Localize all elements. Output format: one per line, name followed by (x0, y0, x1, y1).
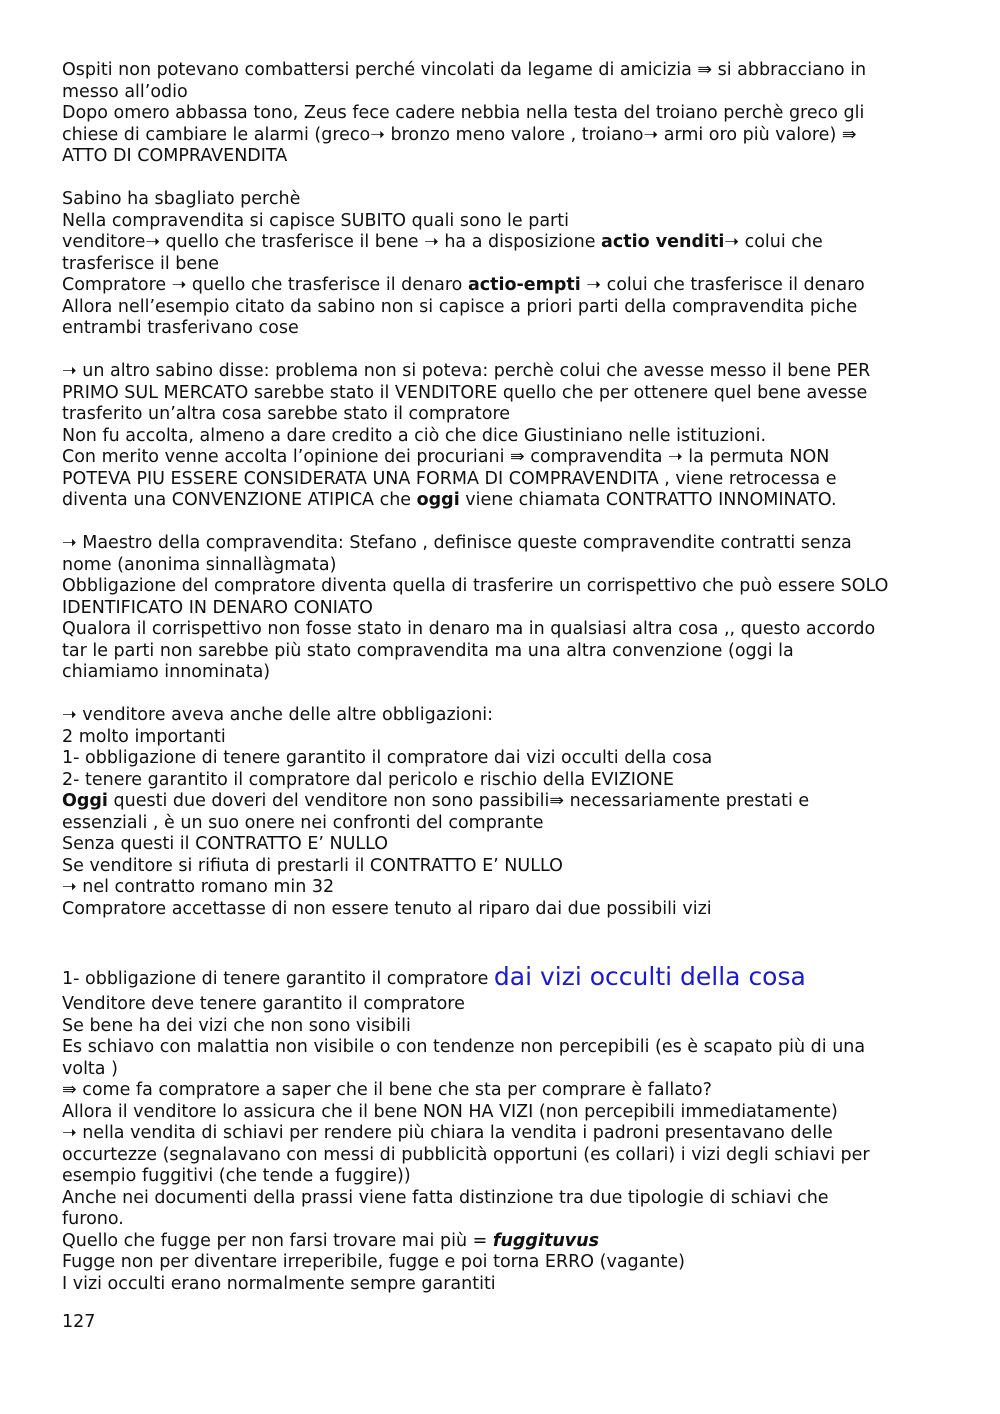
text-line: IDENTIFICATO IN DENARO CONIATO (62, 597, 373, 618)
text-line (62, 791, 942, 813)
text-line: Se venditore si rifiuta di prestarli il CONTRATTO E’ NULLO (62, 855, 563, 876)
text-line: Allora nell’esempio citato da sabino non si capisce a priori parti della compravendita piche (62, 296, 858, 317)
text-line (62, 275, 942, 297)
paragraph-obbligazioni (62, 705, 942, 920)
text-run: venditore➝ quello che trasferisce il bene ➝ ha a disposizione (62, 232, 602, 252)
text-line: chiamiamo innominata) (62, 662, 271, 682)
text-line: entrambi trasferivano cose (62, 318, 299, 338)
text-run: ➝ colui che trasferisce il denaro (580, 275, 865, 295)
term-actio-venditi: actio venditi (601, 232, 725, 252)
text-line: PRIMO SUL MERCATO sarebbe stato il VENDITORE quello che per ottenere quel bene avesse (62, 382, 868, 403)
text-line: nome (anonima sinnallàgmata) (62, 554, 337, 575)
text-line: ➝ venditore aveva anche delle altre obbligazioni: (62, 705, 494, 725)
paragraph-homer (62, 60, 942, 168)
text-line: esempio fuggitivi (che tende a fuggire)) (62, 1166, 411, 1186)
text-line: Obbligazione del compratore diventa quella di trasferire un corrispettivo che può essere SOLO (62, 576, 889, 596)
text-run: Quello che fugge per non farsi trovare mai più = (62, 1230, 493, 1251)
text-line: ⇛ come fa compratore a saper che il bene che sta per comprare è fallato? (62, 1080, 712, 1100)
text-line: Venditore deve tenere garantito il compratore (62, 994, 465, 1014)
text-line: Es schiavo con malattia non visibile o con tendenze non percepibili (es è scapato più di una (62, 1037, 866, 1057)
text-line: essenziali , è un suo onere nei confronti del comprante (62, 812, 544, 833)
text-line (62, 1231, 942, 1253)
text-line: chiese di cambiare le alarmi (greco➝ bronzo meno valore , troiano➝ armi oro più valore) ⇛ (62, 124, 857, 145)
paragraph-stefano (62, 533, 942, 684)
text-line: tar le parti non sarebbe più stato compravendita ma una altra convenzione (oggi la (62, 640, 794, 661)
term-actio-empti: actio-empti (467, 275, 581, 295)
text-line: trasferisce il bene (62, 253, 219, 274)
heading-highlight: dai vizi occulti della cosa (493, 962, 806, 991)
text-line: Sabino ha sbagliato perchè (62, 189, 301, 209)
term-fuggituvus: fuggituvus (492, 1230, 600, 1251)
text-line (62, 490, 942, 512)
text-line: Compratore accettasse di non essere tenuto al riparo dai due possibili vizi (62, 898, 712, 919)
text-line: ➝ Maestro della compravendita: Stefano , definisce queste compravendite contratti senza (62, 533, 852, 553)
text-line: Fugge non per diventare irreperibile, fugge e poi torna ERRO (vagante) (62, 1252, 685, 1272)
heading-text: 1- obbligazione di tenere garantito il compratore (62, 969, 494, 989)
text-line: 2 molto importanti (62, 726, 226, 747)
text-line: Dopo omero abbassa tono, Zeus fece cadere nebbia nella testa del troiano perchè greco gli (62, 103, 865, 123)
text-line: POTEVA PIU ESSERE CONSIDERATA UNA FORMA DI COMPRAVENDITA , viene retrocessa e (62, 468, 837, 489)
text-line: ➝ un altro sabino disse: problema non si poteva: perchè colui che avesse messo il bene PER (62, 361, 871, 381)
text-line: I vizi occulti erano normalmente sempre garantiti (62, 1273, 496, 1294)
text-run: questi due doveri del venditore non sono passibili⇛ necessariamente prestati e (107, 791, 810, 811)
page-number: 127 (62, 1312, 96, 1332)
text-line: Con merito venne accolta l’opinione dei procuriani ⇛ compravendita ➝ la permuta NON (62, 447, 830, 467)
text-line: messo all’odio (62, 81, 188, 102)
text-line: Anche nei documenti della prassi viene fatta distinzione tra due tipologie di schiavi che (62, 1187, 829, 1208)
text-line: Ospiti non potevano combattersi perché vincolati da legame di amicizia ⇛ si abbracciano in (62, 60, 867, 80)
text-run: viene chiamata CONTRATTO INNOMINATO. (459, 490, 837, 510)
text-run: ➝ colui che (724, 232, 823, 252)
text-line: Non fu accolta, almeno a dare credito a ciò che dice Giustiniano nelle istituzioni. (62, 425, 767, 446)
term-oggi: oggi (416, 490, 460, 510)
text-line: trasferito un’altra cosa sarebbe stato il compratore (62, 404, 511, 424)
text-line: Allora il venditore lo assicura che il bene NON HA VIZI (non percepibili immediatamente) (62, 1101, 838, 1122)
text-line: ATTO DI COMPRAVENDITA (62, 146, 288, 166)
paragraph-sabino (62, 189, 942, 340)
text-line: volta ) (62, 1058, 118, 1079)
paragraph-permuta (62, 361, 942, 512)
text-line: 1- obbligazione di tenere garantito il compratore dai vizi occulti della cosa (62, 748, 713, 768)
text-line: Senza questi il CONTRATTO E’ NULLO (62, 834, 389, 854)
text-run: Compratore ➝ quello che trasferisce il denaro (62, 275, 468, 295)
section-heading (62, 962, 942, 994)
term-oggi: Oggi (62, 791, 108, 811)
text-line: ➝ nella vendita di schiavi per rendere più chiara la vendita i padroni presentavano delle (62, 1123, 833, 1143)
text-line: occurtezze (segnalavano con messi di pubblicità opportuni (es collari) i vizi degli schiavi per (62, 1144, 870, 1165)
text-line (62, 232, 942, 254)
text-line: furono. (62, 1209, 124, 1229)
text-run: diventa una CONVENZIONE ATIPICA che (62, 490, 417, 510)
text-line: ➝ nel contratto romano min 32 (62, 877, 335, 897)
text-line: Se bene ha dei vizi che non sono visibili (62, 1015, 411, 1036)
text-line: Nella compravendita si capisce SUBITO quali sono le parti (62, 210, 569, 231)
paragraph-vizi-occulti (62, 962, 942, 1295)
text-line: 2- tenere garantito il compratore dal pericolo e rischio della EVIZIONE (62, 769, 674, 790)
text-line: Qualora il corrispettivo non fosse stato in denaro ma in qualsiasi altra cosa ,, questo accordo (62, 619, 876, 639)
